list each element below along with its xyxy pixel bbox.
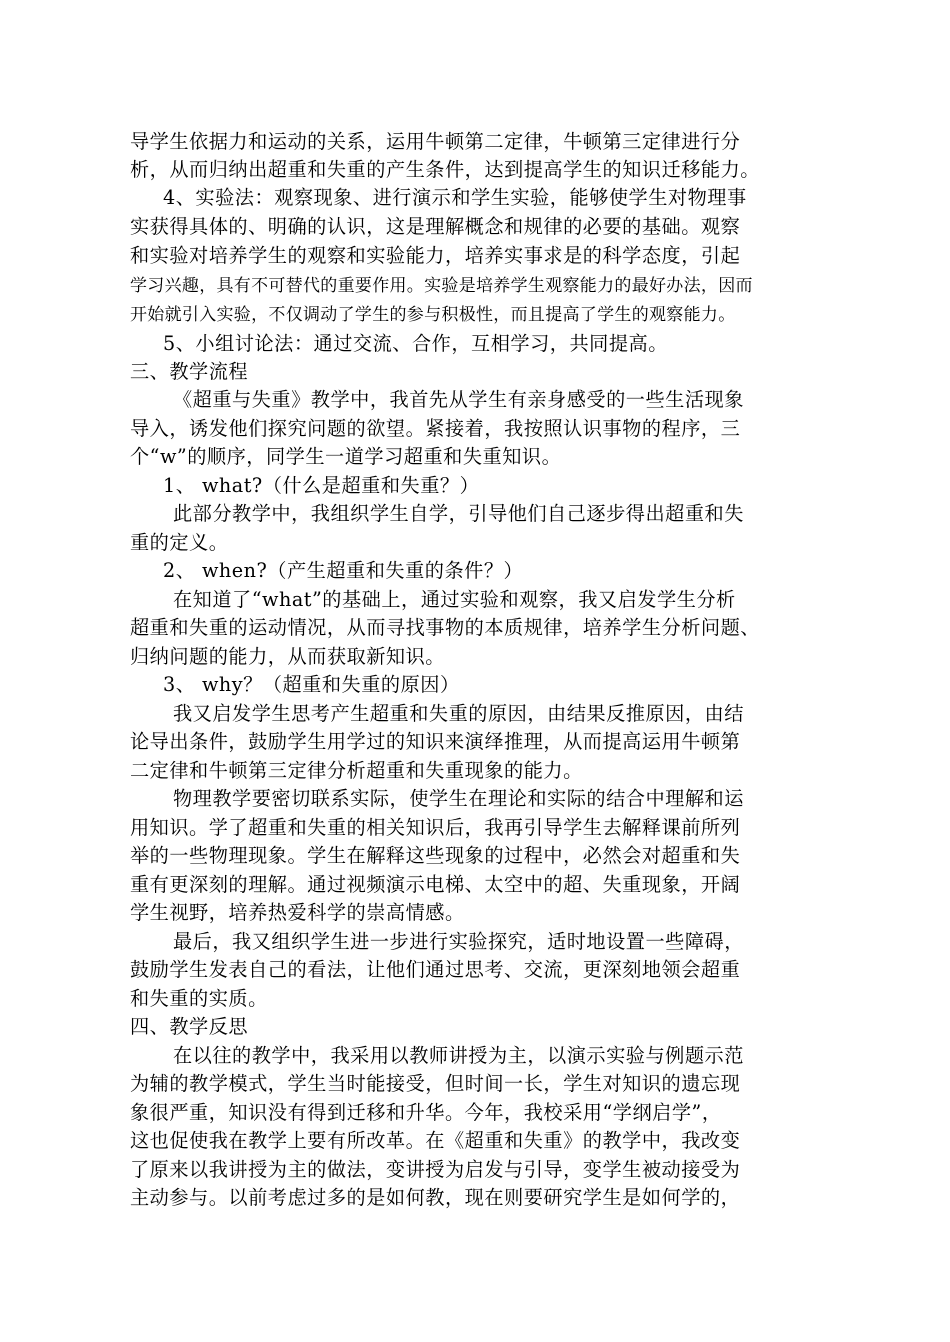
text-line: 导学生依据力和运动的关系，运用牛顿第二定律，牛顿第三定律进行分 bbox=[130, 130, 741, 153]
text-line: 4、实验法：观察现象、进行演示和学生实验，能够使学生对物理事 bbox=[163, 186, 747, 209]
text-line: 了原来以我讲授为主的做法，变讲授为启发与引导，变学生被动接受为 bbox=[130, 1158, 741, 1181]
text-line: 这也促使我在教学上要有所改革。在《超重和失重》的教学中，我改变 bbox=[130, 1129, 741, 1152]
text-line: 和实验对培养学生的观察和实验能力，培养实事求是的科学态度，引起 bbox=[130, 244, 741, 267]
section-heading: 三、教学流程 bbox=[130, 360, 249, 383]
text-line: 主动参与。以前考虑过多的是如何教，现在则要研究学生是如何学的， bbox=[130, 1186, 741, 1209]
text-line: 重有更深刻的理解。通过视频演示电梯、太空中的超、失重现象，开阔 bbox=[130, 873, 741, 896]
text-line: 鼓励学生发表自己的看法，让他们通过思考、交流，更深刻地领会超重 bbox=[130, 958, 741, 981]
text-line: 开始就引入实验，不仅调动了学生的参与积极性，而且提高了学生的观察能力。 bbox=[130, 305, 736, 325]
text-line: 《超重与失重》教学中，我首先从学生有亲身感受的一些生活现象 bbox=[173, 388, 744, 411]
text-line: 学生视野，培养热爱科学的崇高情感。 bbox=[130, 901, 465, 924]
text-line: 我又启发学生思考产生超重和失重的原因，由结果反推原因，由结 bbox=[173, 702, 744, 725]
list-item-heading: 1、 what?（什么是超重和失重？） bbox=[163, 474, 480, 497]
text-line: 象很严重，知识没有得到迁移和升华。今年，我校采用“学纲启学”， bbox=[130, 1101, 722, 1124]
text-line: 归纳问题的能力，从而获取新知识。 bbox=[130, 645, 445, 668]
text-line: 在知道了“what”的基础上，通过实验和观察，我又启发学生分析 bbox=[173, 588, 736, 611]
text-line: 个“w”的顺序，同学生一道学习超重和失重知识。 bbox=[130, 445, 562, 468]
section-heading: 四、教学反思 bbox=[130, 1015, 249, 1038]
text-line: 为辅的教学模式，学生当时能接受，但时间一长，学生对知识的遗忘现 bbox=[130, 1072, 741, 1095]
text-line: 二定律和牛顿第三定律分析超重和失重现象的能力。 bbox=[130, 759, 583, 782]
text-line: 在以往的教学中，我采用以教师讲授为主，以演示实验与例题示范 bbox=[173, 1044, 744, 1067]
text-line: 最后，我又组织学生进一步进行实验探究，适时地设置一些障碍， bbox=[173, 930, 744, 953]
text-line: 重的定义。 bbox=[130, 531, 229, 554]
text-line: 此部分教学中，我组织学生自学，引导他们自己逐步得出超重和失 bbox=[173, 502, 744, 525]
text-line: 超重和失重的运动情况，从而寻找事物的本质规律，培养学生分析问题、 bbox=[130, 616, 760, 639]
text-line: 学习兴趣，具有不可替代的重要作用。实验是培养学生观察能力的最好办法，因而 bbox=[130, 276, 753, 296]
text-line: 导入，诱发他们探究问题的欲望。紧接着，我按照认识事物的程序，三 bbox=[130, 417, 741, 440]
text-line: 和失重的实质。 bbox=[130, 987, 268, 1010]
list-item-heading: 3、 why？（超重和失重的原因） bbox=[163, 673, 460, 696]
text-line: 论导出条件，鼓励学生用学过的知识来演绎推理，从而提高运用牛顿第 bbox=[130, 730, 741, 753]
text-line: 实获得具体的、明确的认识，这是理解概念和规律的必要的基础。观察 bbox=[130, 215, 741, 238]
list-item-heading: 2、 when?（产生超重和失重的条件？） bbox=[163, 559, 524, 582]
text-line: 5、小组讨论法：通过交流、合作，互相学习，共同提高。 bbox=[163, 332, 668, 355]
text-line: 析，从而归纳出超重和失重的产生条件，达到提高学生的知识迁移能力。 bbox=[130, 158, 760, 181]
text-line: 用知识。学了超重和失重的相关知识后，我再引导学生去解释课前所列 bbox=[130, 816, 741, 839]
text-line: 举的一些物理现象。学生在解释这些现象的过程中，必然会对超重和失 bbox=[130, 844, 741, 867]
text-line: 物理教学要密切联系实际，使学生在理论和实际的结合中理解和运 bbox=[173, 787, 744, 810]
